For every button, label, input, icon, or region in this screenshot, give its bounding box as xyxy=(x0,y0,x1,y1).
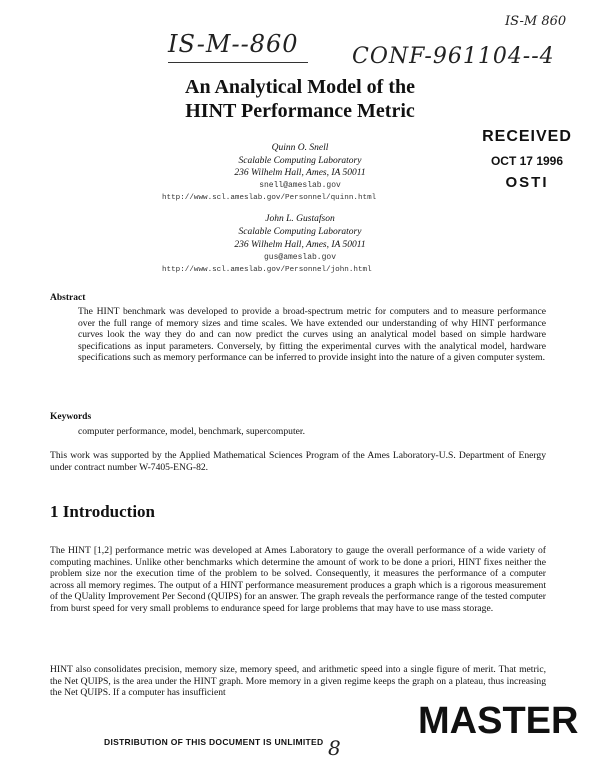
author2-name: John L. Gustafson xyxy=(265,214,335,224)
master-stamp: MASTER xyxy=(418,700,579,742)
author1-email: snell@ameslab.gov xyxy=(259,181,341,190)
intro-paragraph-1: The HINT [1,2] performance metric was developed at Ames Laboratory to gauge the overall performance of a wide variety of computing machines. Unlike other benchmarks which determine the amount of work to be done a priori, HINT fixes neither the problem size nor the execution time of the problem to be solved. Consequently, it measures the performance of a computer across all memory regimes. The output of a HINT performance measurement produces a graph which is a rigorous measurement of the QUality Improvement Per Second (QUIPS) for an answer. The graph reveals the performance range of the tested computer from burst speed for very small problems to endurance speed for large problems that may have to use mass storage. xyxy=(50,545,546,614)
paper-title-line1: An Analytical Model of the xyxy=(185,76,415,98)
intro-paragraph-2: HINT also consolidates precision, memory size, memory speed, and arithmetic speed into a single figure of merit. That metric, the Net QUIPS, is the area under the HINT graph. More memory in a given regime keeps the graph on a plateau, thus increasing the Net QUIPS. If a computer has insufficient xyxy=(50,664,546,699)
handwritten-report-number: IS-M--860 xyxy=(168,30,299,58)
abstract-text: The HINT benchmark was developed to provide a broad-spectrum metric for computers and to measure performance over the full range of memory sizes and time scales. We have extended our understanding of why HINT performance curves look the way they do and can now predict the curves using an analytical model based on simple hardware specifications as input parameters. Conversely, by fitting the experimental curves with the analytical model, hardware specifications such as memory performance can be inferred to provide insight into the nature of a given computer system. xyxy=(78,306,546,364)
handwritten-initial: 8 xyxy=(328,736,341,760)
author1-url: http://www.scl.ameslab.gov/Personnel/quinn.html xyxy=(162,194,377,202)
handwritten-underline xyxy=(168,62,308,63)
keywords-heading: Keywords xyxy=(50,412,92,422)
author2-url: http://www.scl.ameslab.gov/Personnel/john.html xyxy=(162,266,372,274)
author1-affiliation: Scalable Computing Laboratory xyxy=(238,156,362,166)
keywords-text: computer performance, model, benchmark, supercomputer. xyxy=(78,426,305,437)
received-stamp-date: OCT 17 1996 xyxy=(490,154,564,168)
abstract-heading: Abstract xyxy=(50,293,86,303)
author1-address: 236 Wilhelm Hall, Ames, IA 50011 xyxy=(234,168,366,178)
author1-name: Quinn O. Snell xyxy=(271,143,329,153)
received-stamp-org: OSTI xyxy=(505,174,549,191)
paper-title-line2: HINT Performance Metric xyxy=(185,100,415,122)
distribution-statement: DISTRIBUTION OF THIS DOCUMENT IS UNLIMITED xyxy=(104,737,324,747)
acknowledgement-text: This work was supported by the Applied Mathematical Sciences Program of the Ames Laboratory-U.S. Department of Energy under contract number W-7405-ENG-82. xyxy=(50,450,546,473)
author2-affiliation: Scalable Computing Laboratory xyxy=(238,227,362,237)
author2-email: gus@ameslab.gov xyxy=(263,253,336,262)
handwritten-corner-note: IS-M 860 xyxy=(505,14,567,29)
author2-address: 236 Wilhelm Hall, Ames, IA 50011 xyxy=(234,240,366,250)
received-stamp-label: RECEIVED xyxy=(482,128,572,145)
section-heading-introduction: 1 Introduction xyxy=(50,502,156,521)
handwritten-conf-number: CONF-961104--4 xyxy=(352,44,555,69)
